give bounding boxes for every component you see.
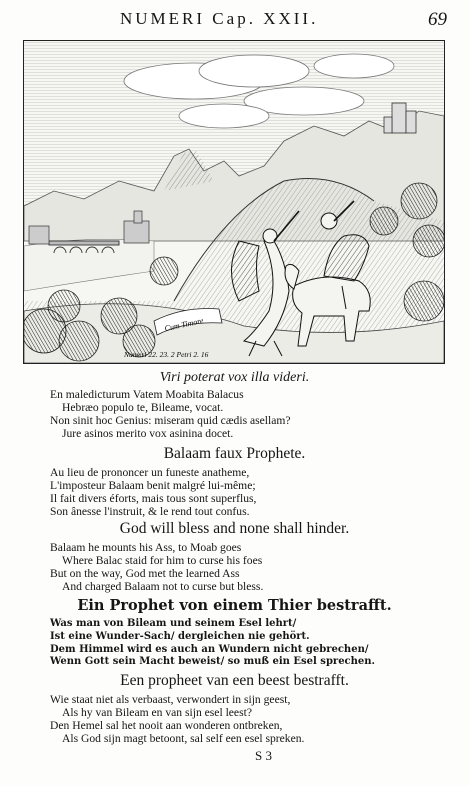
verse-line: Balaam he mounts his Ass, to Moab goes (50, 541, 242, 554)
english-heading: God will bless and none shall hinder. (119, 520, 350, 537)
plate-caption: Viri poterat vox illa videri. (159, 370, 310, 385)
verse-line: Il fait divers éforts, mais tous sont superflus, (50, 492, 257, 505)
verse-line: Hebræo populo te, Bileame, vocat. (62, 401, 224, 414)
scroll-text: Cum Timore (163, 316, 205, 334)
verse-line: Als hy van Bileam en van sijn esel leest? (62, 706, 252, 719)
engraving-plate (23, 40, 445, 364)
engraving-illustration (24, 41, 444, 363)
plate-reference: Numeri 22. 23. 2 Petri 2. 16 (124, 350, 209, 359)
verse-line: Non sinit hoc Genius: miseram quid cædis asellam? (50, 414, 291, 427)
verse-line: L'imposteur Balaam benit malgré lui-même; (50, 479, 256, 492)
english-stanza (50, 541, 263, 593)
french-heading: Balaam faux Prophete. (163, 445, 306, 462)
verse-line: Den Hemel sal het nooit aan wonderen ontbreken, (50, 719, 283, 732)
signature-mark: S 3 (255, 748, 272, 763)
dutch-stanza (50, 693, 304, 745)
running-title: NUMERI Cap. XXII. (120, 9, 319, 28)
verse-line: Als God sijn magt betoont, sal self een esel spreken. (62, 732, 305, 745)
verse-line: Son ânesse l'instruit, & le rend tout confus. (50, 505, 250, 518)
french-stanza (50, 466, 256, 518)
german-stanza (50, 618, 375, 669)
dutch-heading: Een propheet van een beest bestrafft. (120, 672, 349, 689)
verse-line: Where Balac staid for him to curse his foes (62, 554, 263, 567)
page-number: 69 (428, 9, 447, 30)
verse-line: But on the way, God met the learned Ass (50, 567, 240, 580)
verse-line: Jure asinos merito vox asinina docet. (62, 427, 234, 440)
verse-line: And charged Balaam not to curse but bless. (62, 580, 264, 593)
verse-line: Au lieu de prononcer un funeste anatheme, (50, 466, 250, 479)
verse-line: Wie staat niet als verbaast, verwondert in sijn geest, (50, 693, 291, 706)
verse-line: Ist eine Wunder-Sach/ dergleichen nie gehört. (50, 630, 310, 642)
german-heading: Ein Prophet von einem Thier bestrafft. (77, 597, 392, 614)
verse-line: En maledicturum Vatem Moabita Balacus (50, 388, 244, 401)
latin-stanza (50, 388, 291, 440)
verse-line: Wenn Gott sein Macht beweist/ so muß ein Esel sprechen. (50, 656, 376, 668)
verse-line: Dem Himmel wird es auch an Wundern nicht gebrechen/ (50, 643, 369, 655)
running-head (0, 7, 469, 31)
verse-line: Was man von Bileam und seinem Esel lehrt/ (50, 618, 297, 629)
